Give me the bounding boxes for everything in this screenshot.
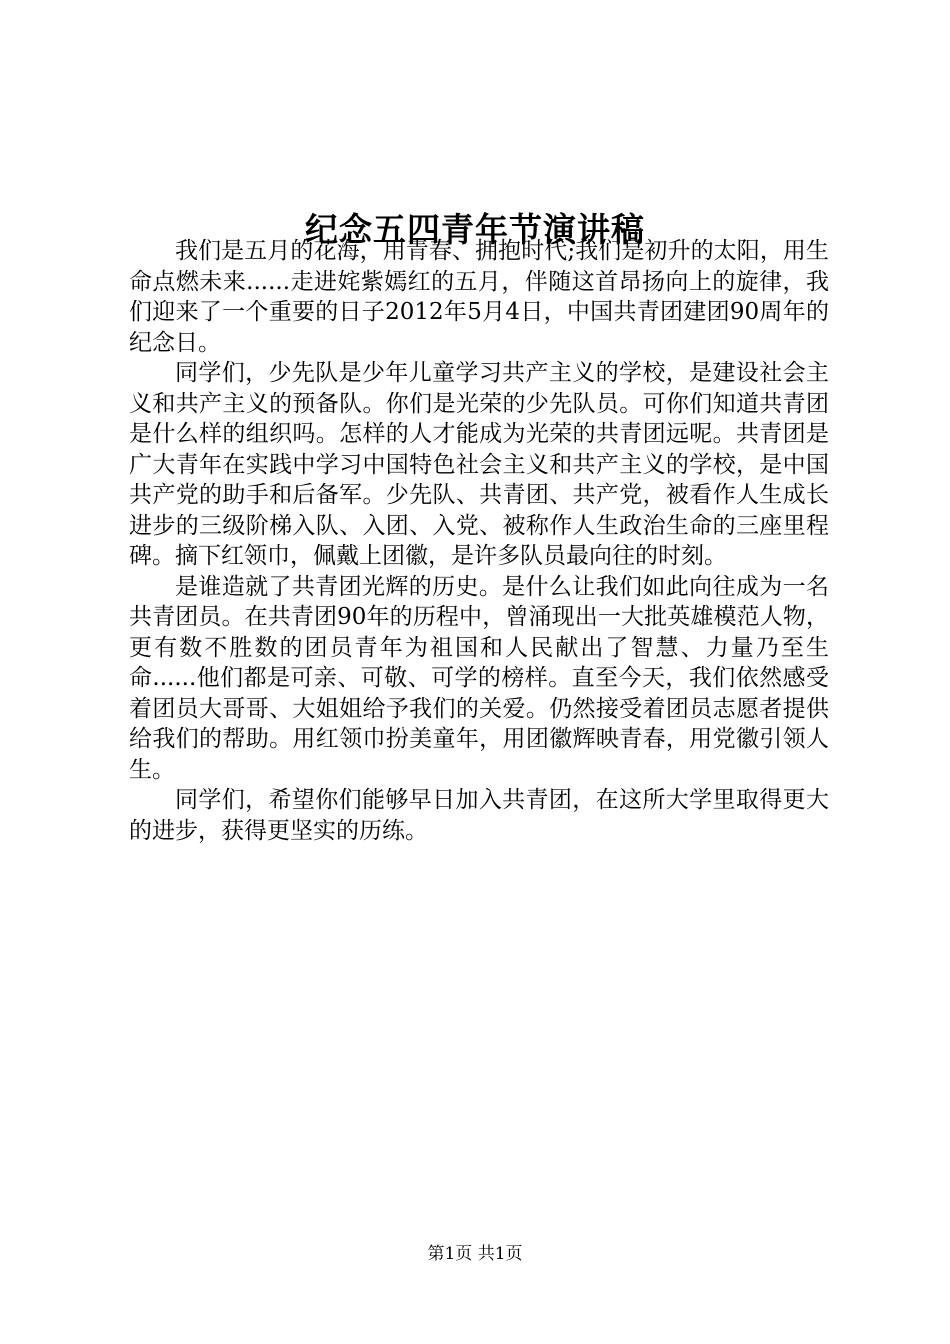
page-footer: 第1页 共1页	[427, 1244, 523, 1264]
paragraph-4: 同学们，希望你们能够早日加入共青团，在这所大学里取得更大的进步，获得更坚实的历练。	[129, 787, 829, 844]
page-title: 纪念五四青年节演讲稿	[305, 210, 645, 250]
paragraph-2: 同学们，少先队是少年儿童学习共产主义的学校，是建设社会主义和共产主义的预备队。你们是光荣的少先队员。可你们知道共青团是什么样的组织吗。怎样的人才能成为光荣的共青团远呢。共青团是广大青年在实践中学习中国特色社会主义和共产主义的学校，是中国共产党的助手和后备军。少先队、共青团、共产党，被看作人生成长进步的三级阶梯入队、入团、入党、被称作人生政治生命的三座里程碑。摘下红领巾，佩戴上团徽，是许多队员最向往的时刻。	[129, 360, 829, 569]
speech-body	[129, 236, 829, 846]
paragraph-1: 我们是五月的花海，用青春、拥抱时代;我们是初升的太阳，用生命点燃未来......走进姹紫嫣红的五月，伴随这首昂扬向上的旋律，我们迎来了一个重要的日子2012年5月4日，中国共青团建团90周年的纪念日。	[129, 238, 829, 356]
paragraph-3: 是谁造就了共青团光辉的历史。是什么让我们如此向往成为一名共青团员。在共青团90年的历程中，曾涌现出一大批英雄模范人物，更有数不胜数的团员青年为祖国和人民献出了智慧、力量乃至生命......他们都是可亲、可敬、可学的榜样。直至今天，我们依然感受着团员大哥哥、大姐姐给予我们的关爱。仍然接受着团员志愿者提供给我们的帮助。用红领巾扮美童年，用团徽辉映青春，用党徽引领人生。	[129, 573, 829, 783]
